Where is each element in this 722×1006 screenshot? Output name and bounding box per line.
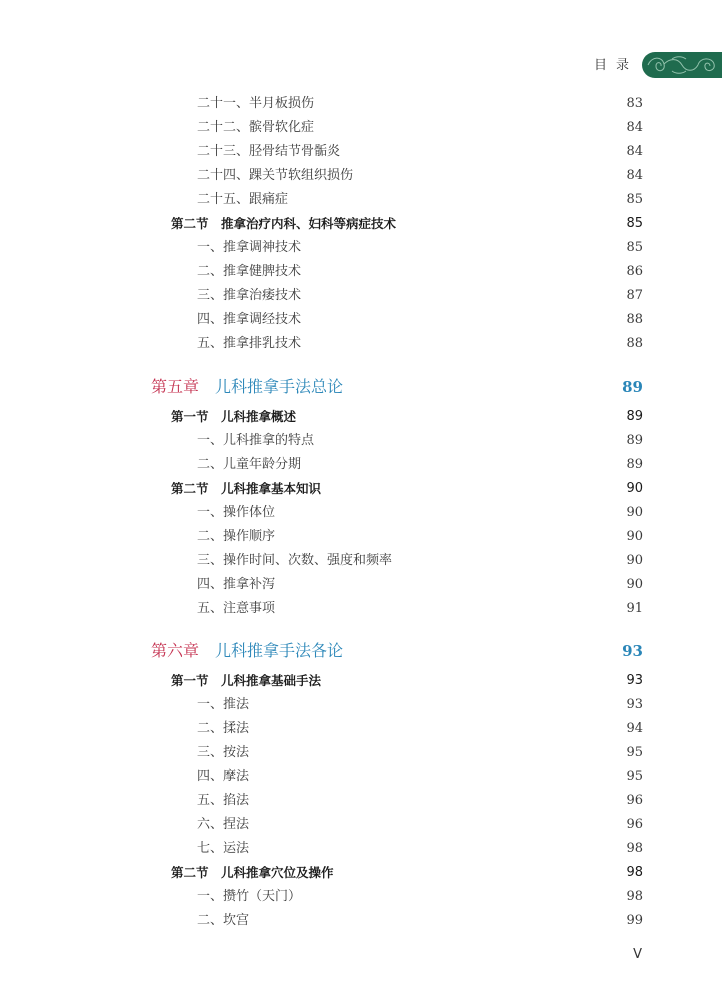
toc-chapter-heading (151, 638, 343, 664)
toc-entry[interactable] (0, 719, 722, 739)
toc-page-number: 94 (626, 721, 643, 736)
toc-entry-title: 三、按法 (197, 745, 250, 760)
toc-entry[interactable] (0, 190, 722, 210)
toc-entry-title: 二十三、胫骨结节骨骺炎 (197, 144, 341, 159)
toc-entry-title: 五、注意事项 (197, 601, 276, 616)
toc-page-number: 88 (626, 312, 643, 327)
toc-entry[interactable] (0, 238, 722, 258)
toc-entry-title: 二十一、半月板损伤 (197, 96, 315, 111)
toc-entry-title: 一、推拿调神技术 (197, 240, 302, 255)
toc-page-number: 85 (626, 240, 643, 255)
toc-entry[interactable] (0, 887, 722, 907)
toc-entry[interactable] (0, 94, 722, 114)
toc-entry-title: 二、操作顺序 (197, 529, 276, 544)
toc-page-number: 90 (626, 529, 643, 544)
page-number: V (633, 947, 642, 962)
toc-entry-title: 第二节 儿科推拿基本知识 (171, 481, 322, 496)
ornament-swirl-icon (642, 52, 722, 78)
toc-entry-title: 二、儿童年龄分期 (197, 457, 302, 472)
toc-entry-title: 四、推拿调经技术 (197, 312, 302, 327)
toc-entry[interactable] (0, 743, 722, 763)
toc-entry-title: 一、攒竹（天门） (197, 889, 302, 904)
toc-entry[interactable] (0, 455, 722, 475)
toc-page-number: 83 (626, 96, 643, 111)
toc-page-number: 85 (626, 216, 643, 231)
toc-page-number: 88 (626, 336, 643, 351)
toc-section[interactable] (0, 863, 722, 883)
toc-page-number: 87 (626, 288, 643, 303)
toc-page-number: 89 (622, 378, 643, 396)
toc-chapter-heading (151, 374, 343, 400)
toc-entry[interactable] (0, 791, 722, 811)
toc-page-number: 93 (626, 697, 643, 712)
toc-entry-title: 一、儿科推拿的特点 (197, 433, 315, 448)
toc-entry-title: 四、摩法 (197, 769, 250, 784)
toc-entry[interactable] (0, 575, 722, 595)
toc-page-number: 84 (626, 168, 643, 183)
toc-page-number: 98 (626, 889, 643, 904)
toc-entry-title: 三、推拿治痿技术 (197, 288, 302, 303)
toc-entry-title: 第二节 推拿治疗内科、妇科等病症技术 (171, 216, 397, 231)
toc-page-number: 98 (626, 865, 643, 880)
toc-entry-title: 二十五、跟痛症 (197, 192, 289, 207)
toc-page-number: 84 (626, 144, 643, 159)
toc-page-number: 98 (626, 841, 643, 856)
toc-entry-title: 第二节 儿科推拿穴位及操作 (171, 865, 334, 880)
toc-page-number: 90 (626, 577, 643, 592)
toc-entry[interactable] (0, 262, 722, 282)
toc-page-number: 95 (626, 769, 643, 784)
chapter-number: 第六章 (151, 641, 200, 660)
toc-page-number: 90 (626, 505, 643, 520)
toc-section[interactable] (0, 214, 722, 234)
toc-page-number: 89 (626, 457, 643, 472)
toc-page-number: 96 (626, 793, 643, 808)
toc-entry[interactable] (0, 310, 722, 330)
toc-entry[interactable] (0, 334, 722, 354)
toc-entry-title: 五、掐法 (197, 793, 250, 808)
toc-page-number: 93 (626, 673, 643, 688)
toc-section[interactable] (0, 671, 722, 691)
toc-entry[interactable] (0, 142, 722, 162)
toc-entry-title: 第一节 儿科推拿概述 (171, 409, 297, 424)
toc-entry-title: 一、操作体位 (197, 505, 276, 520)
toc-entry-title: 五、推拿排乳技术 (197, 336, 302, 351)
toc-entry[interactable] (0, 551, 722, 571)
toc-entry[interactable] (0, 695, 722, 715)
toc-entry-title: 六、捏法 (197, 817, 250, 832)
toc-page-number: 89 (626, 433, 643, 448)
toc-entry-title: 四、推拿补泻 (197, 577, 276, 592)
chapter-number: 第五章 (151, 377, 200, 396)
toc-page-number: 89 (626, 409, 643, 424)
toc-entry-title: 二、推拿健脾技术 (197, 264, 302, 279)
toc-section[interactable] (0, 479, 722, 499)
toc-entry-title: 第一节 儿科推拿基础手法 (171, 673, 322, 688)
toc-section[interactable] (0, 407, 722, 427)
toc-entry[interactable] (0, 815, 722, 835)
toc-page-number: 85 (626, 192, 643, 207)
toc-entry-title: 二十四、踝关节软组织损伤 (197, 168, 354, 183)
toc-entry[interactable] (0, 839, 722, 859)
header-title: 目录 (594, 58, 639, 73)
toc-page-number: 93 (622, 642, 643, 660)
toc-entry-title: 二、坎宫 (197, 913, 250, 928)
toc-page-number: 95 (626, 745, 643, 760)
toc-entry[interactable] (0, 431, 722, 451)
toc-chapter[interactable] (0, 374, 722, 400)
toc-entry[interactable] (0, 767, 722, 787)
toc-entry[interactable] (0, 286, 722, 306)
toc-page-number: 90 (626, 481, 643, 496)
toc-chapter[interactable] (0, 638, 722, 664)
toc-page-number: 96 (626, 817, 643, 832)
toc-page-number: 91 (626, 601, 643, 616)
chapter-title: 儿科推拿手法总论 (215, 377, 344, 396)
toc-entry-title: 七、运法 (197, 841, 250, 856)
chapter-title: 儿科推拿手法各论 (215, 641, 344, 660)
toc-entry-title: 二十二、髌骨软化症 (197, 120, 315, 135)
toc-entry[interactable] (0, 166, 722, 186)
toc-entry-title: 二、揉法 (197, 721, 250, 736)
toc-entry[interactable] (0, 599, 722, 619)
toc-entry[interactable] (0, 527, 722, 547)
toc-page-number: 90 (626, 553, 643, 568)
toc-entry-title: 一、推法 (197, 697, 250, 712)
toc-page-number: 86 (626, 264, 643, 279)
toc-page-number: 84 (626, 120, 643, 135)
toc-entry[interactable] (0, 503, 722, 523)
toc-entry[interactable] (0, 911, 722, 931)
toc-entry-title: 三、操作时间、次数、强度和频率 (197, 553, 393, 568)
toc-entry[interactable] (0, 118, 722, 138)
toc-page-number: 99 (626, 913, 643, 928)
